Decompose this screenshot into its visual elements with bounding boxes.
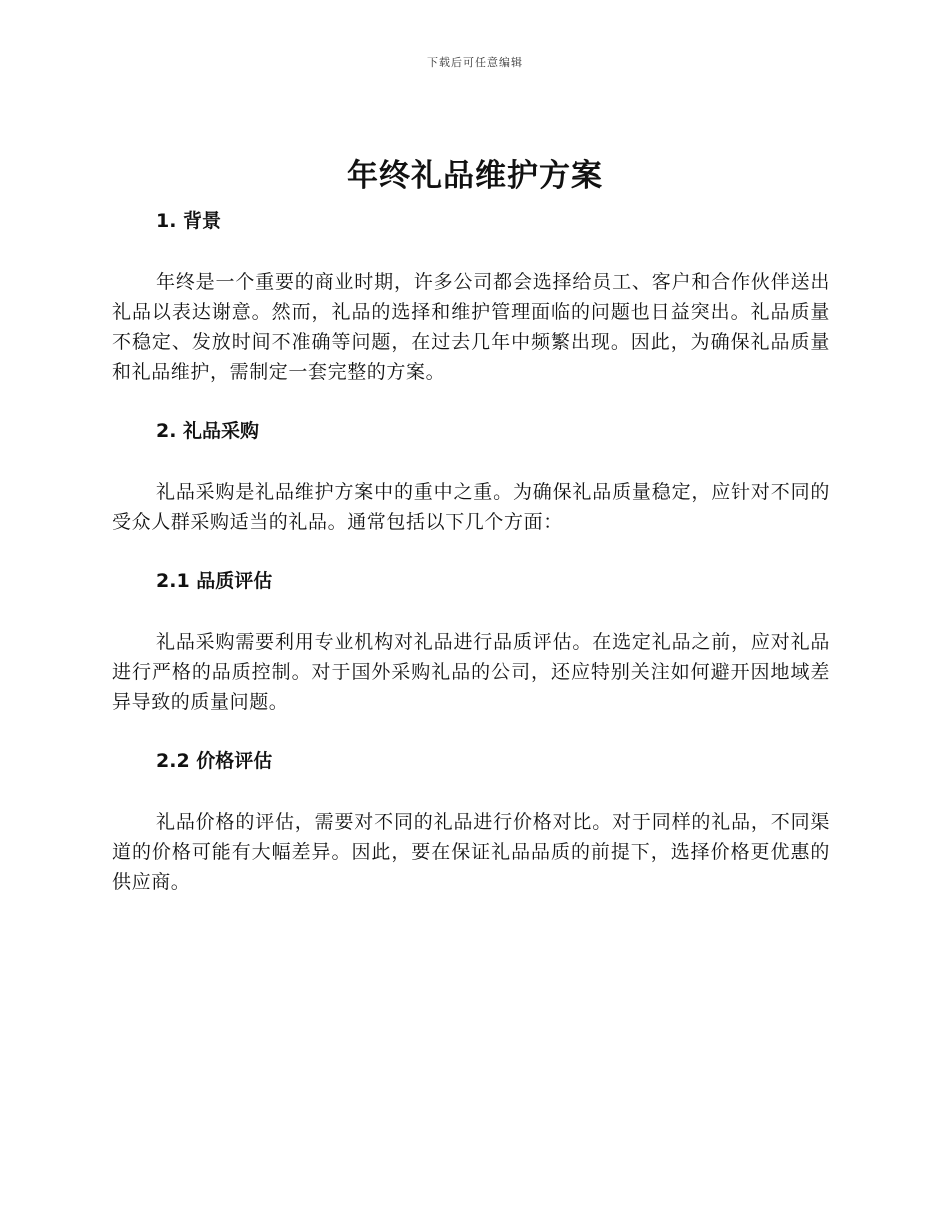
section-paragraph: 年终是一个重要的商业时期，许多公司都会选择给员工、客户和合作伙伴送出礼品以表达谢意。然而，礼品的选择和维护管理面临的问题也日益突出。礼品质量不稳定、发放时间不准确等问题，在过去几年中频繁出现。因此，为确保礼品质量和礼品维护，需制定一套完整的方案。 bbox=[112, 271, 830, 383]
section-price-evaluation bbox=[112, 746, 830, 897]
section-heading: 2.1 品质评估 bbox=[156, 570, 273, 592]
section-paragraph: 礼品采购是礼品维护方案中的重中之重。为确保礼品质量稳定，应针对不同的受众人群采购适当的礼品。通常包括以下几个方面： bbox=[112, 481, 830, 533]
section-heading: 2.2 价格评估 bbox=[156, 750, 273, 772]
section-quality-evaluation bbox=[112, 566, 830, 717]
header-note: 下载后可任意编辑 bbox=[427, 56, 523, 69]
section-paragraph: 礼品价格的评估，需要对不同的礼品进行价格对比。对于同样的礼品，不同渠道的价格可能有大幅差异。因此，要在保证礼品品质的前提下，选择价格更优惠的供应商。 bbox=[112, 811, 830, 893]
document-title: 年终礼品维护方案 bbox=[347, 158, 603, 194]
document-body bbox=[112, 206, 830, 897]
section-heading: 1. 背景 bbox=[156, 210, 222, 232]
section-background bbox=[112, 206, 830, 387]
section-heading: 2. 礼品采购 bbox=[156, 420, 260, 442]
section-gift-purchasing bbox=[112, 416, 830, 537]
section-paragraph: 礼品采购需要利用专业机构对礼品进行品质评估。在选定礼品之前，应对礼品进行严格的品质控制。对于国外采购礼品的公司，还应特别关注如何避开因地域差异导致的质量问题。 bbox=[112, 631, 830, 713]
